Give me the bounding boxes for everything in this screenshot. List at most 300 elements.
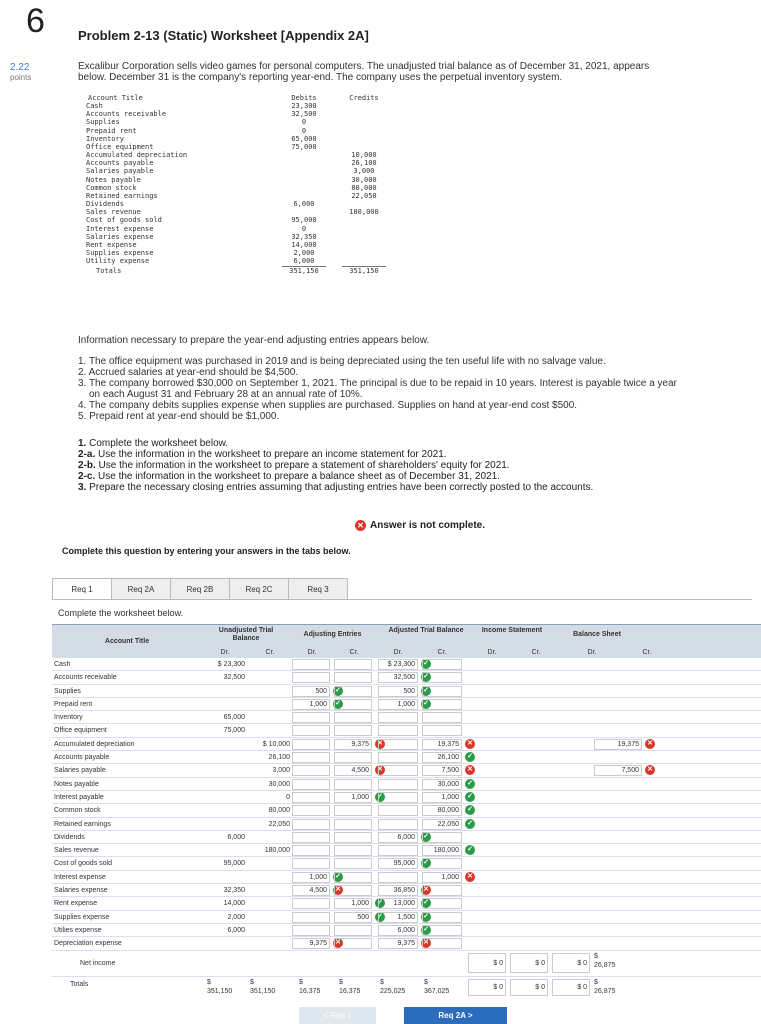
utb-cr-cell: [250, 791, 290, 804]
atb-cr-cell[interactable]: [422, 912, 462, 923]
bs-cr-cell[interactable]: [594, 765, 642, 776]
tb-credit: 180,000: [349, 208, 379, 217]
row-account-name: Sales revenue: [54, 847, 99, 855]
check-icon: ✓: [465, 819, 475, 829]
adj-cr-value: 1,000: [351, 900, 369, 908]
task-list: [78, 438, 678, 493]
header-bs: Balance Sheet: [573, 631, 621, 638]
bs-cr-net-income-cell[interactable]: [594, 952, 634, 970]
header-utb-cr: Cr.: [265, 649, 275, 656]
tb-account-name: Supplies expense: [86, 248, 154, 257]
utb-cr-value: 22,050: [268, 820, 290, 828]
atb-dr-cell[interactable]: [378, 739, 418, 750]
adj-cr-value: 1,000: [351, 793, 369, 801]
check-icon: ✓: [375, 912, 385, 922]
table-row: [52, 871, 761, 884]
is-cr-total[interactable]: $ 0: [510, 979, 548, 996]
is-dr-total[interactable]: $ 0: [468, 979, 506, 996]
bs-dr-net-income[interactable]: $ 0: [552, 953, 590, 973]
atb-dr-value: 36,850: [393, 887, 415, 895]
x-icon: ✕: [421, 938, 431, 948]
adj-cr-cell[interactable]: [334, 832, 372, 843]
atb-cr-value: 1,000: [441, 873, 459, 881]
adj-dr-cell[interactable]: [292, 699, 330, 710]
worksheet-rows: [52, 658, 761, 951]
bs-cr-net-income-symbol: $: [594, 952, 598, 960]
row-account-name: Common stock: [54, 807, 101, 815]
points-label: points: [10, 73, 32, 82]
task-label: 2-b.: [78, 460, 96, 471]
utb-dr-value: 6,000: [227, 926, 245, 934]
next-req-button[interactable]: Req 2A >: [404, 1007, 507, 1024]
task-label: 2-c.: [78, 471, 96, 482]
row-account-name: Rent expense: [54, 900, 98, 908]
tb-totals-debit: 351,150: [289, 267, 319, 276]
atb-cr-cell[interactable]: [422, 739, 462, 750]
info-lead: Information necessary to prepare the year-end adjusting entries appears below.: [78, 335, 430, 346]
header-is: Income Statement: [481, 627, 543, 634]
check-icon: ✓: [465, 779, 475, 789]
table-row: [52, 844, 761, 857]
utb-dr-cell: [205, 897, 245, 910]
adj-dr-cell[interactable]: [292, 792, 330, 803]
atb-cr-cell[interactable]: [422, 779, 462, 790]
task-item: [78, 449, 678, 460]
utb-dr-value: 32,500: [223, 674, 245, 682]
header-bs-dr: Dr.: [587, 649, 597, 656]
atb-dr-cell[interactable]: [378, 686, 418, 697]
table-row: [52, 711, 761, 724]
atb-dr-value: 9,375: [397, 940, 415, 948]
adj-cr-cell[interactable]: [334, 765, 372, 776]
adj-dr-cell[interactable]: [292, 765, 330, 776]
info-item: 5. Prepaid rent at year-end should be $1,000.: [78, 411, 280, 422]
tab-req-2a[interactable]: Req 2A: [111, 578, 171, 600]
task-text: Prepare the necessary closing entries assuming that adjusting entries have been correctly posted to the accounts.: [86, 482, 594, 493]
info-list: [78, 356, 678, 422]
atb-dr-cell[interactable]: [378, 872, 418, 883]
atb-dr-cell[interactable]: [378, 885, 418, 896]
atb-dr-cell[interactable]: [378, 858, 418, 869]
atb-cr-cell[interactable]: [422, 752, 462, 763]
adj-dr-value: 9,375: [309, 940, 327, 948]
atb-cr-cell[interactable]: [422, 686, 462, 697]
adj-cr-cell[interactable]: [334, 938, 372, 949]
complete-prompt: Complete this question by entering your answers in the tabs below.: [62, 546, 351, 556]
utb-dr-cell: [205, 924, 245, 937]
task-item: [78, 438, 678, 449]
atb-dr-value: 1,000: [397, 700, 415, 708]
task-label: 3.: [78, 482, 87, 493]
atb-dr-cell[interactable]: [378, 725, 418, 736]
row-account-name: Retained earnings: [54, 820, 111, 828]
row-account-name: Interest payable: [54, 793, 104, 801]
adj-cr-cell[interactable]: [334, 779, 372, 790]
atb-dr-cell[interactable]: [378, 898, 418, 909]
adj-dr-cell[interactable]: [292, 938, 330, 949]
adj-dr-cell[interactable]: [292, 686, 330, 697]
atb-cr-cell[interactable]: [422, 712, 462, 723]
utb-dr-value: 6,000: [227, 833, 245, 841]
x-icon: ✕: [333, 938, 343, 948]
table-row: [52, 658, 761, 671]
atb-cr-cell[interactable]: [422, 898, 462, 909]
check-icon: ✓: [465, 792, 475, 802]
task-label: 1.: [78, 438, 87, 449]
net-income-label: Net income: [80, 959, 116, 967]
utb-dr-total-cell: [207, 978, 232, 996]
utb-dr-cell: [205, 857, 245, 870]
atb-dr-cell[interactable]: [378, 659, 418, 670]
x-icon: ✕: [355, 520, 366, 531]
atb-dr-cell[interactable]: [378, 752, 418, 763]
header-adj-dr: Dr.: [307, 649, 317, 656]
info-item: 3. The company borrowed $30,000 on September 1, 2021. The principal is due to be repaid in 10 years. Interest is payable twice a year on each August 31 and February 28 at an annual rate of 10%.: [78, 378, 677, 400]
utb-dr-cell: [205, 911, 245, 924]
adj-dr-value: 1,000: [309, 873, 327, 881]
adj-dr-cell[interactable]: [292, 752, 330, 763]
tb-account-name: Retained earnings: [86, 191, 158, 200]
net-income-row: [52, 951, 761, 977]
atb-dr-cell[interactable]: [378, 938, 418, 949]
adj-dr-cell[interactable]: [292, 819, 330, 830]
x-icon: ✕: [645, 765, 655, 775]
utb-cr-total-symbol: $: [250, 978, 254, 986]
utb-cr-value: 180,000: [264, 847, 290, 855]
utb-cr-cell: [250, 804, 290, 817]
atb-cr-cell[interactable]: [422, 885, 462, 896]
atb-dr-value: 13,000: [393, 900, 415, 908]
table-row: [52, 791, 761, 804]
utb-cr-total: 351,150: [250, 987, 276, 995]
tb-debit: 65,000: [291, 134, 317, 143]
check-icon: ✓: [465, 845, 475, 855]
tb-debit: 0: [301, 224, 307, 233]
adj-cr-cell[interactable]: [334, 805, 372, 816]
tb-account-name: Sales revenue: [86, 208, 141, 217]
tb-account-name: Utility expense: [86, 257, 150, 266]
utb-dr-cell: [205, 884, 245, 897]
adj-dr-cell[interactable]: [292, 925, 330, 936]
atb-cr-value: 180,000: [433, 847, 459, 855]
utb-cr-value: 0: [286, 793, 290, 801]
adj-cr-cell[interactable]: [334, 792, 372, 803]
row-account-name: Salaries expense: [54, 887, 108, 895]
adj-cr-cell[interactable]: [334, 672, 372, 683]
adj-dr-total: 16,375: [299, 987, 321, 995]
problem-intro: Excalibur Corporation sells video games for personal computers. The unadjusted trial balance as of December 31, 2021, appears below. December 31 is the company's reporting year-end. The company uses the perpetual inventory system.: [78, 61, 650, 83]
answer-status: [355, 520, 485, 531]
task-text: Use the information in the worksheet to prepare a balance sheet as of December 31, 2021.: [95, 471, 500, 482]
atb-cr-cell[interactable]: [422, 805, 462, 816]
atb-dr-value: 6,000: [397, 926, 415, 934]
atb-dr-value: 95,000: [393, 860, 415, 868]
tb-header-credits: Credits: [349, 94, 379, 102]
utb-dr-cell: [205, 831, 245, 844]
atb-dr-total: 225,025: [380, 987, 406, 995]
utb-dr-value: 2,000: [227, 913, 245, 921]
adj-dr-cell[interactable]: [292, 912, 330, 923]
x-icon: ✕: [375, 739, 385, 749]
adj-dr-cell[interactable]: [292, 858, 330, 869]
atb-cr-cell[interactable]: [422, 659, 462, 670]
atb-dr-value: $ 23,300: [387, 661, 415, 668]
adj-dr-cell[interactable]: [292, 885, 330, 896]
adj-dr-cell[interactable]: [292, 712, 330, 723]
adj-dr-cell[interactable]: [292, 805, 330, 816]
atb-cr-cell[interactable]: [422, 725, 462, 736]
adj-cr-cell[interactable]: [334, 898, 372, 909]
atb-dr-cell[interactable]: [378, 845, 418, 856]
tb-account-name: Common stock: [86, 183, 137, 192]
atb-cr-cell[interactable]: [422, 858, 462, 869]
table-row: [52, 897, 761, 910]
table-row: [52, 818, 761, 831]
utb-dr-value: 65,000: [223, 714, 245, 722]
tb-credit: 26,100: [351, 159, 377, 168]
utb-dr-value: 75,000: [223, 727, 245, 735]
is-dr-net-income[interactable]: $ 0: [468, 953, 506, 973]
check-icon: ✓: [465, 752, 475, 762]
tb-credit: 22,050: [351, 191, 377, 200]
row-account-name: Cost of goods sold: [54, 860, 112, 868]
adj-dr-cell[interactable]: [292, 832, 330, 843]
bs-cr-cell[interactable]: [594, 739, 642, 750]
tb-account-name: Accumulated depreciation: [86, 151, 188, 160]
table-row: [52, 751, 761, 764]
tab-req-3[interactable]: Req 3: [288, 578, 348, 600]
tb-account-name: Salaries expense: [86, 232, 154, 241]
adj-cr-total: 16,375: [339, 987, 361, 995]
atb-dr-cell[interactable]: [378, 832, 418, 843]
atb-dr-cell[interactable]: [378, 712, 418, 723]
totals-label: Totals: [70, 980, 89, 988]
tab-req-1[interactable]: Req 1: [52, 578, 112, 600]
atb-cr-cell[interactable]: [422, 938, 462, 949]
atb-dr-value: 500: [403, 687, 415, 695]
tb-account-name: Salaries payable: [86, 167, 154, 176]
utb-dr-cell: [205, 671, 245, 684]
adj-cr-cell[interactable]: [334, 739, 372, 750]
table-row: [52, 671, 761, 684]
utb-dr-value: $ 23,300: [217, 661, 245, 668]
tb-debit: 23,300: [291, 102, 317, 111]
tb-debit: 14,000: [291, 240, 317, 249]
adj-cr-cell[interactable]: [334, 752, 372, 763]
x-icon: ✕: [465, 739, 475, 749]
adj-dr-cell[interactable]: [292, 779, 330, 790]
points-value: 2.22: [10, 62, 30, 73]
adj-cr-total-cell: [339, 978, 360, 996]
x-icon: ✕: [375, 765, 385, 775]
task-text: Use the information in the worksheet to prepare an income statement for 2021.: [95, 449, 447, 460]
atb-dr-value: 6,000: [397, 833, 415, 841]
atb-dr-cell[interactable]: [378, 925, 418, 936]
adj-cr-cell[interactable]: [334, 845, 372, 856]
tb-debit: 75,000: [291, 142, 317, 151]
adj-dr-cell[interactable]: [292, 845, 330, 856]
adj-cr-value: 4,500: [351, 767, 369, 775]
info-item: 4. The company debits supplies expense when supplies are purchased. Supplies on hand at year-end cost $500.: [78, 400, 578, 411]
adj-dr-cell[interactable]: [292, 872, 330, 883]
atb-dr-total-cell: [380, 978, 405, 996]
bs-cr-net-income: 26,875: [594, 961, 616, 969]
row-account-name: Supplies: [54, 687, 81, 695]
adj-dr-value: 500: [315, 687, 327, 695]
task-text: Use the information in the worksheet to prepare a statement of shareholders' equity for 2021.: [95, 460, 510, 471]
tab-req-2b[interactable]: Req 2B: [170, 578, 230, 600]
atb-dr-cell[interactable]: [378, 912, 418, 923]
atb-cr-cell[interactable]: [422, 765, 462, 776]
req-tabs: [52, 578, 347, 600]
prev-req-button[interactable]: < Req 1: [299, 1007, 376, 1024]
atb-dr-cell[interactable]: [378, 699, 418, 710]
adj-dr-cell[interactable]: [292, 659, 330, 670]
adj-cr-cell[interactable]: [334, 912, 372, 923]
table-row: [52, 738, 761, 751]
bs-cr-total-cell[interactable]: [594, 978, 615, 996]
x-icon: ✕: [465, 765, 475, 775]
adj-cr-value: 500: [357, 913, 369, 921]
adj-cr-cell[interactable]: [334, 712, 372, 723]
totals-row: [52, 977, 761, 999]
tb-account-name: Cost of goods sold: [86, 216, 162, 225]
utb-dr-value: 14,000: [223, 900, 245, 908]
check-icon: ✓: [375, 898, 385, 908]
row-account-name: Prepaid rent: [54, 700, 93, 708]
atb-dr-cell[interactable]: [378, 819, 418, 830]
utb-dr-cell: [205, 711, 245, 724]
atb-cr-cell[interactable]: [422, 672, 462, 683]
header-adj-cr: Cr.: [349, 649, 359, 656]
row-account-name: Inventory: [54, 714, 83, 722]
tb-header-debits: Debits: [291, 94, 317, 102]
is-cr-net-income[interactable]: $ 0: [510, 953, 548, 973]
tb-debit: 2,000: [293, 248, 315, 257]
atb-cr-cell[interactable]: [422, 792, 462, 803]
atb-dr-cell[interactable]: [378, 779, 418, 790]
adj-dr-value: 1,000: [309, 700, 327, 708]
header-is-dr: Dr.: [487, 649, 497, 656]
atb-cr-value: 7,500: [441, 767, 459, 775]
adj-cr-cell[interactable]: [334, 858, 372, 869]
adj-dr-cell[interactable]: [292, 725, 330, 736]
adj-cr-cell[interactable]: [334, 872, 372, 883]
task-text: Complete the worksheet below.: [86, 438, 229, 449]
utb-dr-total-symbol: $: [207, 978, 211, 986]
task-label: 2-a.: [78, 449, 96, 460]
utb-cr-value: 3,000: [272, 767, 290, 775]
table-row: [52, 764, 761, 777]
atb-cr-cell[interactable]: [422, 819, 462, 830]
utb-dr-total: 351,150: [207, 987, 233, 995]
tb-debit: 0: [301, 118, 307, 127]
utb-cr-cell: [250, 764, 290, 777]
atb-cr-value: 30,000: [437, 780, 459, 788]
adj-cr-cell[interactable]: [334, 819, 372, 830]
row-account-name: Office equipment: [54, 727, 107, 735]
worksheet-table: [52, 624, 761, 999]
tb-debit: 32,500: [291, 110, 317, 119]
check-icon: ✓: [375, 792, 385, 802]
atb-cr-cell[interactable]: [422, 925, 462, 936]
tb-account-name: Office equipment: [86, 142, 154, 151]
adjusting-info: [78, 335, 678, 422]
check-icon: ✓: [421, 925, 431, 935]
row-account-name: Notes payable: [54, 780, 99, 788]
atb-dr-cell[interactable]: [378, 765, 418, 776]
row-account-name: Depreciation expense: [54, 940, 122, 948]
x-icon: ✕: [645, 739, 655, 749]
bs-cr-total-symbol: $: [594, 978, 598, 986]
atb-cr-cell[interactable]: [422, 845, 462, 856]
atb-cr-cell[interactable]: [422, 872, 462, 883]
adj-cr-cell[interactable]: [334, 699, 372, 710]
atb-cr-total-symbol: $: [424, 978, 428, 986]
utb-dr-cell: [205, 658, 245, 671]
header-atb: Adjusted Trial Balance: [388, 627, 464, 634]
tb-account-name: Notes payable: [86, 175, 141, 184]
bs-dr-total[interactable]: $ 0: [552, 979, 590, 996]
x-icon: ✕: [421, 885, 431, 895]
adj-dr-cell[interactable]: [292, 898, 330, 909]
table-row: [52, 685, 761, 698]
check-icon: ✓: [421, 659, 431, 669]
table-row: [52, 724, 761, 737]
utb-cr-value: 26,100: [268, 754, 290, 762]
tab-req-2c[interactable]: Req 2C: [229, 578, 289, 600]
atb-dr-cell[interactable]: [378, 792, 418, 803]
tb-account-name: Accounts receivable: [86, 110, 167, 119]
check-icon: ✓: [421, 912, 431, 922]
adj-cr-cell[interactable]: [334, 925, 372, 936]
atb-cr-cell[interactable]: [422, 832, 462, 843]
adj-cr-cell[interactable]: [334, 659, 372, 670]
atb-dr-cell[interactable]: [378, 672, 418, 683]
header-adj: Adjusting Entries: [303, 631, 362, 638]
tb-debit: 6,000: [293, 200, 315, 209]
adj-cr-cell[interactable]: [334, 885, 372, 896]
tb-credit: 3,000: [353, 167, 375, 176]
header-bs-cr: Cr.: [642, 649, 652, 656]
adj-cr-cell[interactable]: [334, 725, 372, 736]
header-is-cr: Cr.: [531, 649, 541, 656]
atb-cr-cell[interactable]: [422, 699, 462, 710]
atb-dr-value: 1,500: [397, 913, 415, 921]
atb-cr-value: 26,100: [437, 754, 459, 762]
question-number: 6: [26, 2, 45, 40]
atb-dr-cell[interactable]: [378, 805, 418, 816]
adj-cr-cell[interactable]: [334, 686, 372, 697]
adj-dr-cell[interactable]: [292, 672, 330, 683]
tb-credit: 10,000: [351, 151, 377, 160]
tb-credit: 80,000: [351, 183, 377, 192]
tb-account-name: Cash: [86, 102, 103, 111]
tb-debit: 0: [301, 126, 307, 135]
tb-account-name: Rent expense: [86, 240, 137, 249]
utb-dr-cell: [205, 724, 245, 737]
check-icon: ✓: [421, 672, 431, 682]
adj-dr-cell[interactable]: [292, 739, 330, 750]
row-account-name: Accounts receivable: [54, 674, 117, 682]
atb-cr-value: 19,375: [437, 740, 459, 748]
worksheet-label: Complete the worksheet below.: [58, 608, 184, 618]
tb-header-title: Account Title: [88, 94, 143, 102]
utb-cr-cell: [250, 844, 290, 857]
check-icon: ✓: [421, 832, 431, 842]
row-account-name: Dividends: [54, 833, 85, 841]
tab-divider: [52, 599, 752, 600]
